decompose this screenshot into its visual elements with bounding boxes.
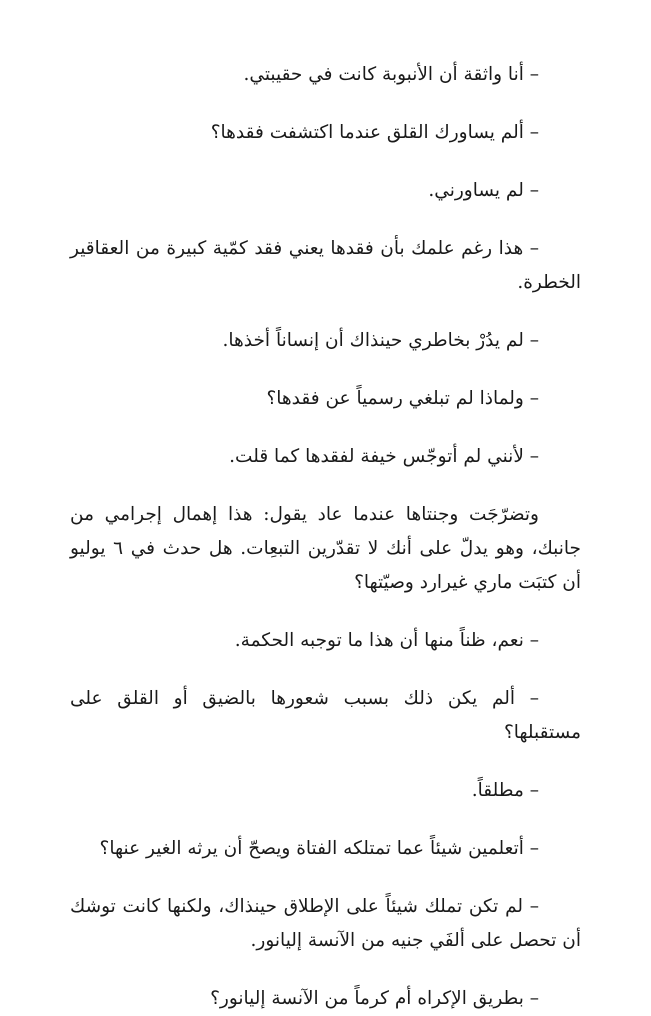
dialogue-line: – لم تكن تملك شيئاً على الإطلاق حينذاك، ولكنها كانت توشك أن تحصل على ألفَي جنيه من الآنسة إليانور. — [70, 896, 581, 951]
dialogue-line: – نعم، ظناً منها أن هذا ما توجبه الحكمة. — [234, 630, 539, 651]
dialogue-line: – لم يدُرْ بخاطري حينذاك أن إنساناً أخذها. — [222, 330, 539, 351]
narrative-paragraph: وتضرّجَت وجنتاها عندما عاد يقول: هذا إهمال إجرامي من جانبك، وهو يدلّ على أنك لا تقدّرين التبعِات. هل حدث في ٦ يوليو أن كتبَت ماري غيرارد وصيّتها؟ — [70, 504, 581, 593]
dialogue-line: – ألم يساورك القلق عندما اكتشفت فقدها؟ — [210, 122, 539, 143]
dialogue-line: – هذا رغم علمك بأن فقدها يعني فقد كمّية كبيرة من العقاقير الخطرة. — [70, 238, 581, 293]
dialogue-line: – ولماذا لم تبلغي رسمياً عن فقدها؟ — [266, 388, 539, 409]
dialogue-line: – لم يساورني. — [428, 180, 539, 201]
dialogue-line: – بطريق الإكراه أم كرماً من الآنسة إليانور؟ — [210, 988, 539, 1009]
dialogue-line: – لأنني لم أتوجّس خيفة لفقدها كما قلت. — [229, 446, 539, 467]
dialogue-line: – أنا واثقة أن الأنبوبة كانت في حقيبتي. — [243, 64, 539, 85]
dialogue-line: – ألم يكن ذلك بسبب شعورها بالضيق أو القلق على مستقبلها؟ — [70, 688, 581, 743]
dialogue-line: – مطلقاً. — [471, 780, 539, 801]
dialogue-line: – أتعلمين شيئاً عما تمتلكه الفتاة ويصحّ أن يرثه الغير عنها؟ — [99, 838, 539, 859]
